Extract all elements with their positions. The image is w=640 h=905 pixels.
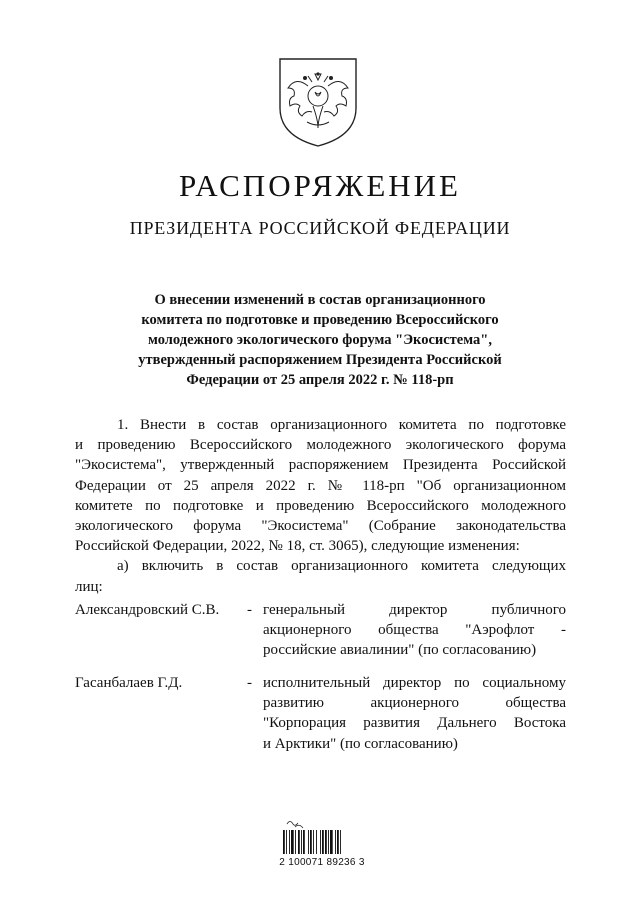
entry-description-line: акционерного общества "Аэрофлот - xyxy=(263,622,566,639)
paragraph-line: Российской Федерации, 2022, № 18, ст. 3065), следующие изменения: xyxy=(75,538,520,555)
entry-description xyxy=(263,600,566,661)
entry-description-line: развитию акционерного общества xyxy=(263,695,566,712)
main-paragraph xyxy=(75,415,566,597)
paragraph-line: "Экосистема", утвержденный распоряжением Президента Российской xyxy=(75,457,566,474)
entry-description-line: и Арктики" (по согласованию) xyxy=(263,735,458,752)
entry-dash: - xyxy=(247,675,252,691)
entry-description-line: генеральный директор публичного xyxy=(263,602,566,618)
paragraph-line: 1. Внести в состав организационного комитета по подготовке xyxy=(117,417,566,433)
document-heading xyxy=(100,290,540,390)
entry-name: Александровский С.В. xyxy=(75,602,220,618)
paragraph-line: а) включить в состав организационного комитета следующих xyxy=(117,558,566,575)
entry-name: Гасанбалаев Г.Д. xyxy=(75,675,183,691)
heading-line: Федерации от 25 апреля 2022 г. № 118-рп xyxy=(186,372,454,388)
document-subtitle: ПРЕЗИДЕНТА РОССИЙСКОЙ ФЕДЕРАЦИИ xyxy=(129,218,511,238)
barcode-number: 2 100071 89236 3 xyxy=(279,857,365,868)
heading-line: молодежного экологического форума "Экосистема", xyxy=(148,332,492,348)
paragraph-line: лиц: xyxy=(75,578,103,595)
barcode-icon xyxy=(281,818,363,854)
heading-line: О внесении изменений в состав организационного xyxy=(154,292,486,308)
heading-line: комитета по подготовке и проведению Всероссийского xyxy=(141,312,499,328)
paragraph-line: и проведению Всероссийского молодежного экологического форума xyxy=(75,437,566,454)
document-title: РАСПОРЯЖЕНИЕ xyxy=(179,168,461,203)
paragraph-line: Федерации от 25 апреля 2022 г. № 118-рп "Об организационном xyxy=(75,477,566,494)
entry-description xyxy=(263,673,566,754)
paragraph-line: экологического форума "Экосистема" (Собрание законодательства xyxy=(75,518,566,535)
heading-line: утвержденный распоряжением Президента Российской xyxy=(138,352,502,368)
paragraph-line: комитете по подготовке и проведению Всероссийского молодежного xyxy=(75,497,566,514)
entry-description-line: исполнительный директор по социальному xyxy=(263,675,566,691)
entry-description-line: российские авиалинии" (по согласованию) xyxy=(263,642,537,659)
coat-of-arms-emblem-icon xyxy=(277,56,359,148)
entry-description-line: "Корпорация развития Дальнего Востока xyxy=(263,715,566,732)
entry-dash: - xyxy=(247,602,252,618)
